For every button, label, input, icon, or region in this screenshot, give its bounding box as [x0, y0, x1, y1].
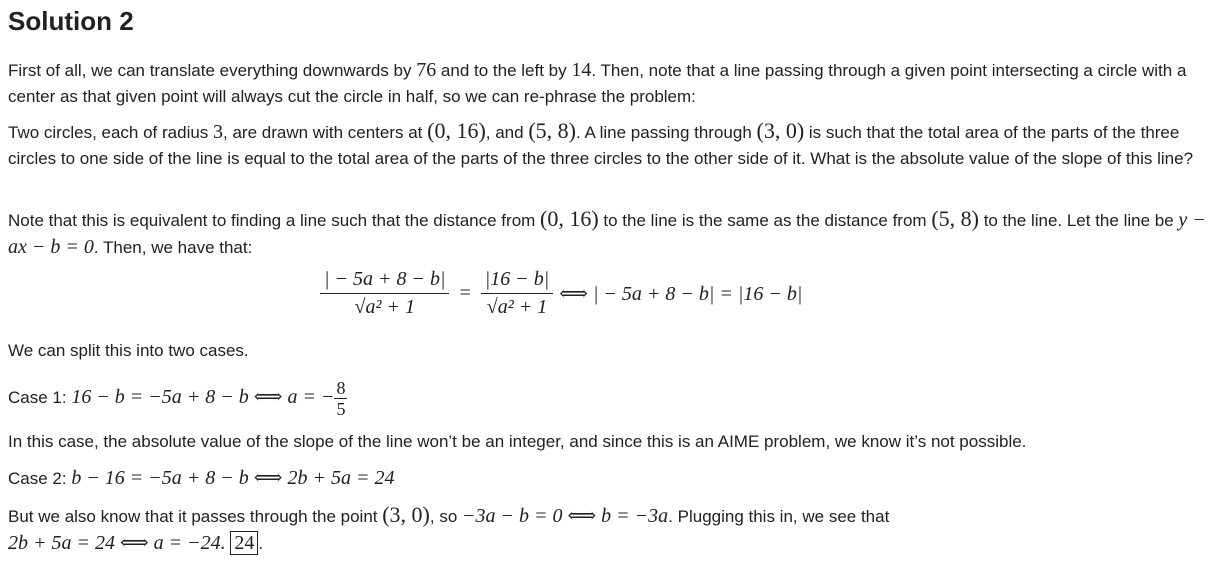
paragraph-translation: First of all, we can translate everything downwards by 76 and to the left by 14. Then, note that a line passing through a given point intersecting a circle with a center as that given point will always cut the circle in half, so we can re-phrase the problem:	[8, 59, 1187, 106]
case-2: Case 2: b − 16 = −5a + 8 − b ⟺ 2b + 5a = 24	[8, 467, 395, 489]
answer-box: 24	[230, 531, 258, 555]
paragraph-split-cases: We can split this into two cases.	[8, 341, 249, 360]
case1-fraction: $\frac{8}{5}$	[336, 378, 346, 419]
distance-equation: $\frac{| - 5a + 8 - b|}{\text{√a² + 1}}$ = $\frac{|16 - b|}{\text{√a² + 1}}$ ⟺ | − 5a + 8 − b| = |16 − b|	[320, 268, 920, 319]
sqrt-symbol: √	[486, 296, 498, 318]
paragraph-case1-rejected: In this case, the absolute value of the slope of the line won’t be an integer, and since this is an AIME problem, we know it’s not possible.	[8, 432, 1027, 451]
section-title: Solution 2	[8, 6, 134, 36]
paragraph-final: But we also know that it passes through the point (3, 0), so −3a − b = 0 ⟺ b = −3a. Plugging this in, we see that 2b + 5a = 24 ⟺ a = −24. 24 .	[8, 502, 890, 554]
case-1: Case 1: 16 − b = −5a + 8 − b ⟺ a = − $\frac{8}{5}$	[8, 378, 346, 419]
paragraph-distance-setup: Note that this is equivalent to finding a line such that the distance from (0, 16) to the line is the same as the distance from (5, 8) to the line. Let the line be y − ax − b = 0. Then, we have that:	[8, 206, 1206, 258]
sqrt-symbol: √	[354, 296, 366, 318]
paragraph-rephrased-problem: Two circles, each of radius 3, are drawn with centers at (0, 16), and (5, 8). A line passing through (3, 0) is such that the total area of the parts of the three circles to one side of the line is equal to the total area of the parts of the three circles to the other side of it. What is the absolute value of the slope of this line?	[8, 118, 1194, 168]
fraction-left: $\frac{| - 5a + 8 - b|}{\text{√a² + 1}}$	[320, 268, 449, 319]
fraction-right: $\frac{|16 - b|}{\text{√a² + 1}}$	[481, 268, 554, 319]
